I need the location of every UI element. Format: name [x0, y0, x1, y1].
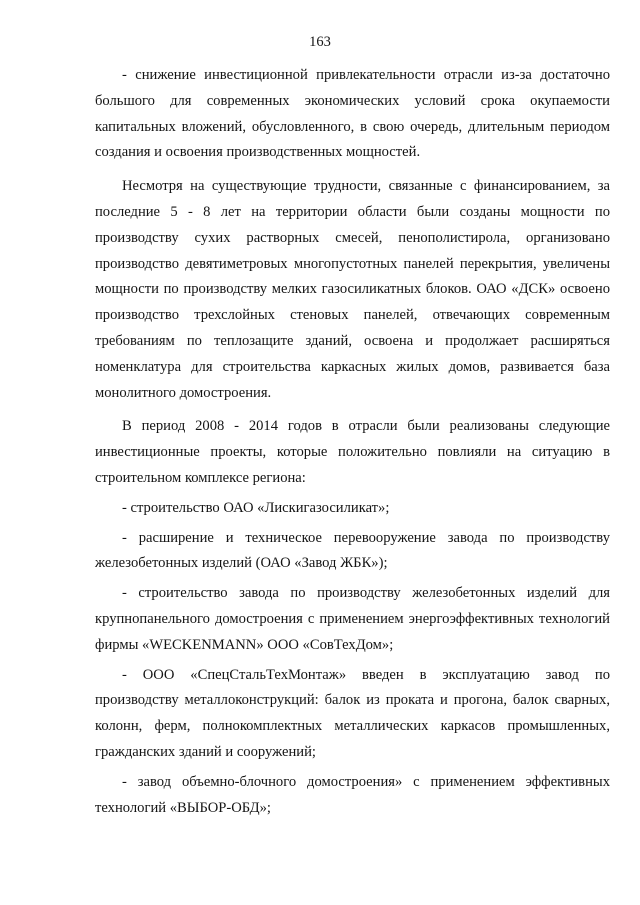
paragraph-capacities-created: Несмотря на существующие трудности, связанные с финансированием, за последние 5 - 8 лет на территории области были созданы мощности по производству сухих растворных смесей, пенополистирола, организовано производство девятиметровых многопустотных панелей перекрытия, увеличены мощности по производству мелких газосиликатных блоков. ОАО «ДСК» освоено производство трехслойных стеновых панелей, отвечающих современным требованиям по теплозащите зданий, освоена и продолжает расширяться номенклатура для строительства каркасных жилых домов, развивается база монолитного домостроения. [95, 178, 610, 401]
list-item-zavod-zhbk: - расширение и техническое перевооружение завода по производству железобетонных изделий (ОАО «Завод ЖБК»); [95, 529, 610, 572]
paragraph-investment-projects-intro: В период 2008 - 2014 годов в отрасли были реализованы следующие инвестиционные проекты, которые положительно повлияли на ситуацию в строительном комплексе региона: [95, 418, 610, 486]
body-text [95, 63, 610, 825]
list-item-sovtekhdom: - строительство завода по производству железобетонных изделий для крупнопанельного домостроения с применением энергоэффективных технологий фирмы «WECKENMANN» ООО «СовТехДом»; [95, 585, 610, 653]
list-item-vybor-obd: - завод объемно-блочного домостроения» с применением эффективных технологий «ВЫБОР-ОБД»; [95, 773, 610, 816]
list-item-spetsstaltekhmontazh: - ООО «СпецСтальТехМонтаж» введен в эксплуатацию завод по производству металлоконструкций: балок из проката и прогона, балок сварных, колонн, ферм, полнокомплектных металлических каркасов промышленных, гражданских зданий и сооружений; [95, 666, 610, 760]
list-item-liskigazosilikat: - строительство ОАО «Лискигазосиликат»; [122, 499, 390, 516]
paragraph-investment-attractiveness: - снижение инвестиционной привлекательности отрасли из-за достаточно большого для современных экономических условий срока окупаемости капитальных вложений, обусловленного, в свою очередь, длительным периодом создания и освоения производственных мощностей. [95, 67, 610, 161]
page-number: 163 [309, 34, 331, 50]
